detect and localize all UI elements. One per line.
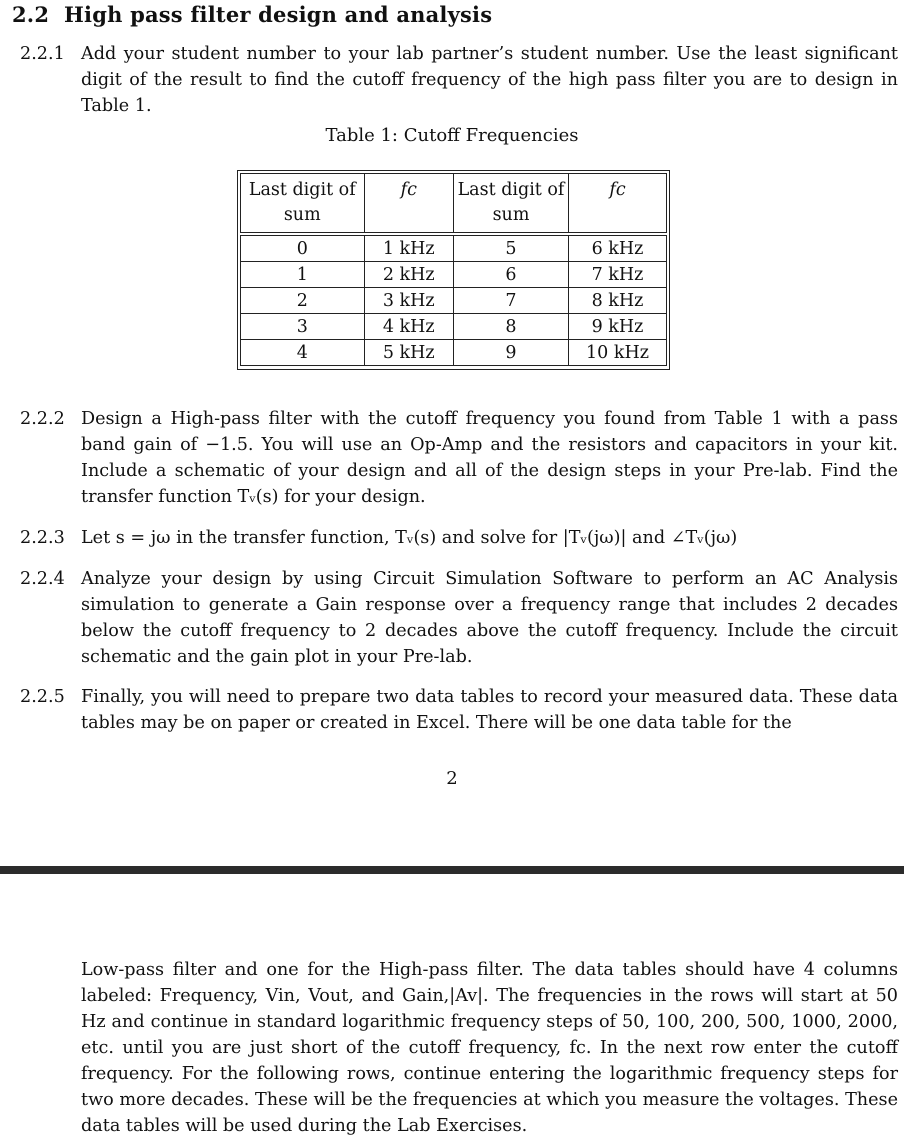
item-number: 2.2.1 [20,44,65,64]
item-number: 2.2.5 [20,687,65,707]
table-cell: 6 [453,262,568,288]
item-number: 2.2.3 [20,528,65,548]
section-title: High pass filter design and analysis [64,2,493,27]
continuation-paragraph: Low-pass filter and one for the High-pass filter. The data tables should have 4 columns labeled: Frequency, Vin, Vout, and Gain,|Av|. The frequencies in the rows will start at 50 Hz and continue in standard logarithmic frequency steps of 50, 100, 200, 500, 1000, 2000, etc. until you are just short of the cutoff frequency, fc. In the next row enter the cutoff frequency. For the following rows, continue entering the logarithmic frequency steps for two more decades. These will be the frequencies at which you measure the voltages. These data tables will be used during the Lab Exercises. [81,960,898,1136]
table-cell: 4 kHz [364,314,453,340]
table-cell: 7 kHz [569,262,667,288]
table-cell: 5 kHz [364,340,453,366]
table-cell: 4 [241,340,365,366]
header-fc: fc [569,174,667,235]
section-heading [12,2,492,27]
table-cell: 6 kHz [569,234,667,262]
table-cell: 7 [453,288,568,314]
item-text: Let s = jω in the transfer function, Tᵥ(s) and solve for |Tᵥ(jω)| and ∠Tᵥ(jω) [81,528,738,548]
item-2-2-1 [20,41,898,119]
page-number: 2 [446,768,458,789]
item-2-2-4 [20,566,898,670]
item-text: Analyze your design by using Circuit Simulation Software to perform an AC Analysis simulation to generate a Gain response over a frequency range that includes 2 decades below the cutoff frequency to 2 decades above the cutoff frequency. Include the circuit schematic and the gain plot in your Pre-lab. [81,569,898,667]
table-row [241,234,667,262]
header-last-digit: Last digit of sum [453,174,568,235]
table-cell: 1 [241,262,365,288]
table-row [241,262,667,288]
table-row [241,314,667,340]
item-text: Add your student number to your lab partner’s student number. Use the least significant digit of the result to find the cutoff frequency of the high pass filter you are to design in Table 1. [81,44,898,116]
item-number: 2.2.4 [20,569,65,589]
page-divider [0,866,904,874]
table-cell: 9 [453,340,568,366]
item-2-2-3 [20,525,898,551]
table-cell: 2 [241,288,365,314]
table-cell: 5 [453,234,568,262]
item-text: Design a High-pass filter with the cutoff frequency you found from Table 1 with a pass band gain of −1.5. You will use an Op-Amp and the resistors and capacitors in your kit. Include a schematic of your design and all of the design steps in your Pre-lab. Find the transfer function Tᵥ(s) for your design. [81,409,898,507]
table-cell: 2 kHz [364,262,453,288]
table-cell: 0 [241,234,365,262]
table-cell: 9 kHz [569,314,667,340]
cutoff-frequency-table [237,170,670,370]
table-cell: 1 kHz [364,234,453,262]
table-cell: 10 kHz [569,340,667,366]
table-cell: 8 kHz [569,288,667,314]
section-number: 2.2 [12,2,50,27]
item-2-2-2 [20,406,898,510]
item-text: Finally, you will need to prepare two data tables to record your measured data. These data tables may be on paper or created in Excel. There will be one data table for the [81,687,898,733]
table-header-row [241,174,667,235]
table-cell: 3 kHz [364,288,453,314]
header-last-digit: Last digit of sum [241,174,365,235]
table-caption: Table 1: Cutoff Frequencies [325,125,579,146]
table-cell: 8 [453,314,568,340]
item-2-2-5 [20,684,898,736]
table-row [241,340,667,366]
header-fc: fc [364,174,453,235]
table-row [241,288,667,314]
item-number: 2.2.2 [20,409,65,429]
table-cell: 3 [241,314,365,340]
